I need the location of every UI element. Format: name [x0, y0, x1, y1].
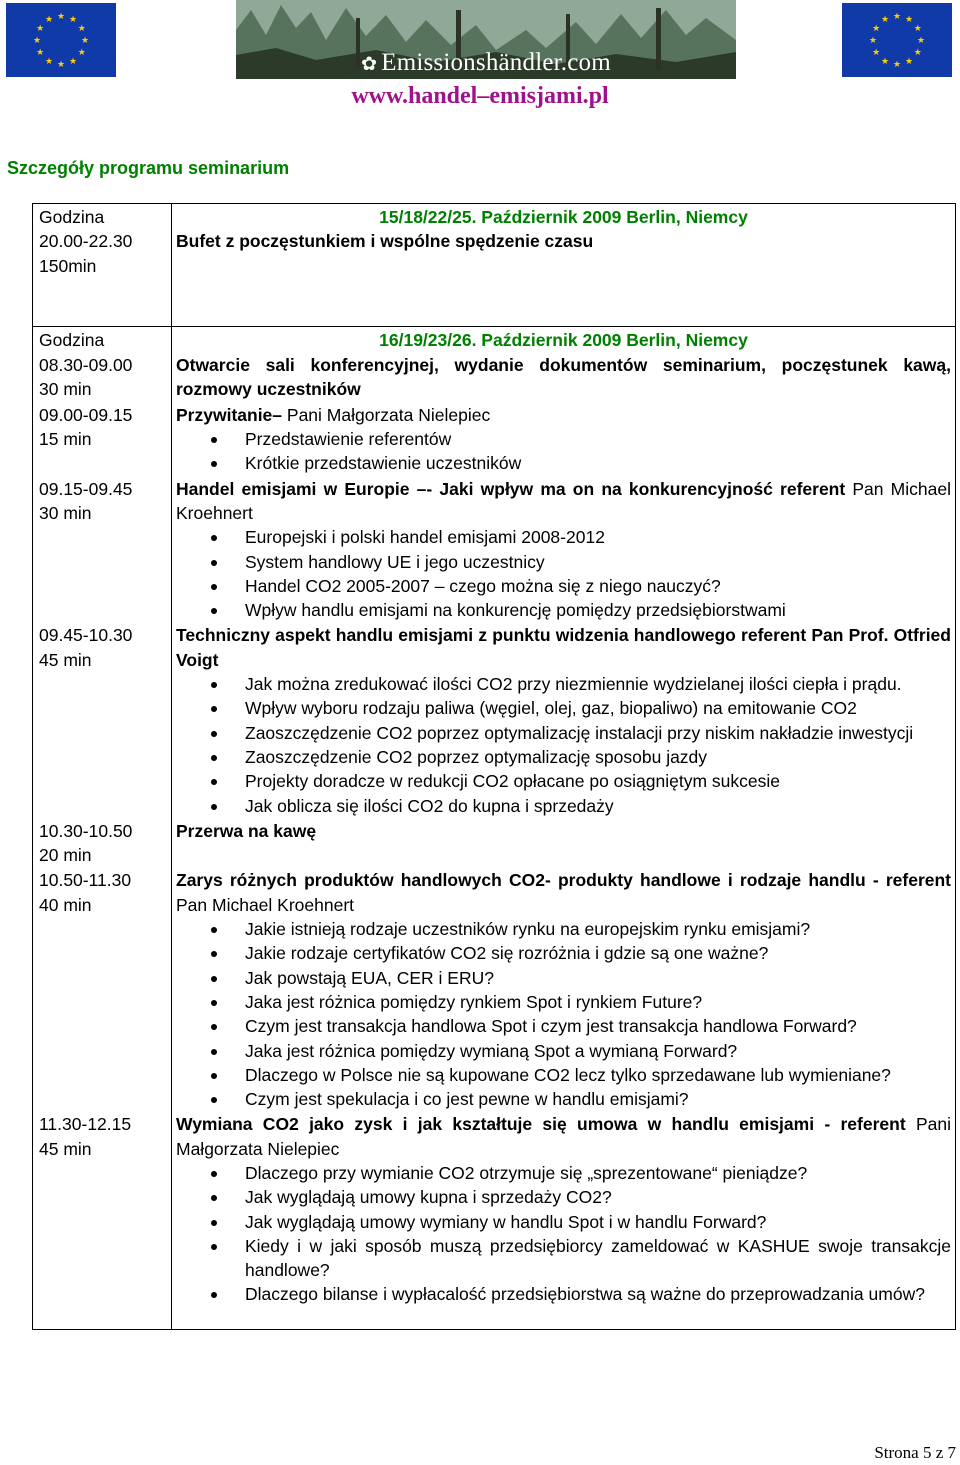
star-icon: ★ — [872, 47, 881, 57]
banner-title — [236, 49, 736, 77]
session-time: 20.00-22.30 — [39, 231, 133, 252]
session-title-text: Zarys różnych produktów handlowych CO2- produkty handlowe i rodzaje handlu - referent — [176, 870, 951, 891]
session-content-cell — [172, 622, 956, 817]
session-title — [176, 353, 951, 402]
session-title — [176, 1112, 951, 1161]
topic-item: Jaka jest różnica pomiędzy wymianą Spot a wymianą Forward? — [176, 1039, 951, 1063]
star-icon: ★ — [44, 55, 54, 66]
date-header-cell — [172, 326, 956, 352]
session-time: 09.00-09.15 — [39, 404, 133, 425]
session-time-cell — [33, 476, 172, 623]
eu-flag-icon — [842, 3, 952, 77]
star-icon: ★ — [68, 14, 78, 25]
star-icon: ★ — [36, 47, 45, 57]
session-duration: 45 min — [39, 1138, 92, 1159]
session-content-cell — [172, 352, 956, 402]
session-time: 10.50-11.30 — [39, 870, 132, 891]
session-time: 11.30-12.15 — [39, 1114, 132, 1135]
day1-time-cell — [33, 204, 172, 327]
session-speaker: Pani Małgorzata Nielepiec — [286, 404, 491, 425]
session-time: 09.15-09.45 — [39, 478, 133, 499]
star-icon: ★ — [56, 59, 66, 69]
page-number: Strona 5 z 7 — [874, 1443, 956, 1462]
banner-title-text: Emissionshändler.com — [381, 49, 611, 76]
session-time: 10.30-10.50 — [39, 820, 133, 841]
topic-item: Handel CO2 2005-2007 – czego można się z niego nauczyć? — [176, 574, 951, 598]
star-icon: ★ — [77, 47, 86, 57]
star-icon: ★ — [916, 35, 926, 45]
star-icon: ★ — [36, 23, 45, 33]
session-title — [176, 819, 951, 843]
topic-item: Dlaczego przy wymianie CO2 otrzymuje się „sprezentowane“ pieniądze? — [176, 1161, 951, 1185]
session-title-text: Wymiana CO2 jako zysk i jak kształtuje się umowa w handlu emisjami - referent — [176, 1114, 906, 1135]
session-time-cell — [33, 818, 172, 868]
topic-item: Dlaczego w Polsce nie są kupowane CO2 lecz tylko sprzedawane lub wymieniane? — [176, 1063, 951, 1087]
topic-item: Projekty doradcze w redukcji CO2 opłacane po osiągniętym sukcesie — [176, 769, 951, 793]
session-row — [33, 622, 956, 817]
session-duration: 45 min — [39, 649, 92, 670]
leaf-icon: ✿ — [361, 54, 378, 75]
session-row — [33, 867, 956, 1111]
date-header: 15/18/22/25. Październik 2009 Berlin, Niemcy — [379, 207, 748, 227]
session-row — [33, 476, 956, 623]
session-content-cell — [172, 1111, 956, 1329]
topic-item: Jakie rodzaje certyfikatów CO2 się rozróżnia i gdzie są one ważne? — [176, 941, 951, 965]
site-url[interactable]: www.handel–emisjami.pl — [351, 83, 609, 109]
session-row — [33, 402, 956, 476]
session-title-speaker: Prof. Otfried Voigt — [176, 625, 951, 670]
session-time-cell — [33, 1111, 172, 1329]
session-title — [176, 868, 951, 917]
session-content-cell — [172, 402, 956, 476]
star-icon: ★ — [32, 35, 42, 45]
topic-item: Jakie istnieją rodzaje uczestników rynku na europejskim rynku emisjami? — [176, 917, 951, 941]
session-title — [176, 403, 951, 427]
topic-item: Czym jest transakcja handlowa Spot i czym jest transakcja handlowa Forward? — [176, 1014, 951, 1038]
session-title-text: Otwarcie sali konferencyjnej, wydanie dokumentów seminarium, poczęstunek kawą, rozmowy uczestników — [176, 355, 951, 400]
date-header: 16/19/23/26. Październik 2009 Berlin, Niemcy — [379, 329, 748, 350]
session-duration: 15 min — [39, 429, 92, 450]
session-time-cell — [33, 352, 172, 402]
session-time: 08.30-09.00 — [39, 355, 133, 376]
session-title-text: Przerwa na kawę — [176, 820, 317, 841]
topic-item: Jak wyglądają umowy wymiany w handlu Spot i w handlu Forward? — [176, 1210, 951, 1234]
session-title-text: Przywitanie– — [176, 404, 287, 425]
star-icon: ★ — [56, 11, 66, 21]
star-icon: ★ — [913, 23, 922, 33]
topic-item: Jak można zredukować ilości CO2 przy niezmiennie wydzielanej ilości ciepła i prądu. — [176, 672, 951, 696]
topic-item: Krótkie przedstawienie uczestników — [176, 451, 951, 475]
session-title — [176, 477, 951, 526]
star-icon: ★ — [880, 14, 890, 25]
emissionshaendler-banner — [236, 0, 736, 79]
session-duration: 30 min — [39, 502, 92, 523]
star-icon: ★ — [868, 35, 878, 45]
topic-item: Wpływ wyboru rodzaju paliwa (węgiel, olej, gaz, biopaliwo) na emitowanie CO2 — [176, 696, 951, 720]
session-duration: 30 min — [39, 379, 92, 400]
session-duration: 150min — [39, 255, 97, 276]
session-speaker: Pan Michael Kroehnert — [176, 894, 355, 915]
topic-item: Zaoszczędzenie CO2 poprzez optymalizację instalacji przy niskim nakładzie inwestycji — [176, 721, 951, 745]
session-title: Bufet z poczęstunkiem i wspólne spędzenie czasu — [176, 231, 594, 252]
star-icon: ★ — [892, 11, 902, 21]
session-content-cell — [172, 818, 956, 868]
star-icon: ★ — [68, 55, 78, 66]
eu-flag-right — [842, 3, 952, 77]
session-time-cell — [33, 867, 172, 1111]
topic-list — [176, 672, 951, 818]
topic-item: Kiedy i w jaki sposób muszą przedsiębiorcy zameldować w KASHUE swoje transakcje handlowe? — [176, 1234, 951, 1283]
topic-item: Dlaczego bilanse i wypłacalość przedsiębiorstwa są ważne do przeprowadzania umów? — [176, 1282, 951, 1306]
session-row — [33, 818, 956, 868]
topic-item: Europejski i polski handel emisjami 2008-2012 — [176, 525, 951, 549]
star-icon: ★ — [872, 23, 881, 33]
program-table — [32, 203, 956, 1330]
topic-item: Przedstawienie referentów — [176, 427, 951, 451]
section-title: Szczegóły programu seminarium — [7, 158, 290, 178]
star-icon: ★ — [913, 47, 922, 57]
day2-header-row — [33, 326, 956, 352]
star-icon: ★ — [904, 55, 914, 66]
topic-list — [176, 525, 951, 622]
session-speaker: Pani Małgorzata Nielepiec — [176, 1114, 951, 1159]
time-header: Godzina — [39, 329, 105, 350]
session-speaker: Pan Michael Kroehnert — [176, 478, 951, 523]
eu-flag-left — [6, 3, 116, 77]
topic-list — [176, 1161, 951, 1307]
time-header-cell — [33, 326, 172, 352]
session-title-text: Handel emisjami w Europie –- Jaki wpływ ma on na konkurencyjność referent — [176, 478, 846, 499]
topic-item: Zaoszczędzenie CO2 poprzez optymalizację sposobu jazdy — [176, 745, 951, 769]
session-content-cell — [172, 476, 956, 623]
session-row — [33, 1111, 956, 1329]
topic-item: Jaka jest różnica pomiędzy rynkiem Spot i rynkiem Future? — [176, 990, 951, 1014]
session-time-cell — [33, 622, 172, 817]
topic-item: Jak powstają EUA, CER i ERU? — [176, 966, 951, 990]
topic-item: Jak wyglądają umowy kupna i sprzedaży CO2? — [176, 1185, 951, 1209]
topic-list — [176, 917, 951, 1111]
day1-block — [33, 204, 956, 327]
star-icon: ★ — [80, 35, 90, 45]
star-icon: ★ — [44, 14, 54, 25]
session-duration: 40 min — [39, 894, 92, 915]
star-icon: ★ — [880, 55, 890, 66]
topic-item: Wpływ handlu emisjami na konkurencję pomiędzy przedsiębiorstwami — [176, 598, 951, 622]
session-time: 09.45-10.30 — [39, 625, 133, 646]
topic-item: Jak oblicza się ilości CO2 do kupna i sprzedaży — [176, 794, 951, 818]
session-title — [176, 623, 951, 672]
session-time-cell — [33, 402, 172, 476]
topic-list — [176, 427, 951, 476]
day1-content-cell — [172, 204, 956, 327]
topic-item: System handlowy UE i jego uczestnicy — [176, 550, 951, 574]
time-header: Godzina — [39, 207, 105, 227]
session-title-text: Techniczny aspekt handlu emisjami z punktu widzenia handlowego referent Pan — [176, 625, 844, 646]
session-content-cell — [172, 867, 956, 1111]
star-icon: ★ — [904, 14, 914, 25]
star-icon: ★ — [77, 23, 86, 33]
session-duration: 20 min — [39, 845, 92, 866]
eu-flag-icon — [6, 3, 116, 77]
star-icon: ★ — [892, 59, 902, 69]
session-row — [33, 352, 956, 402]
topic-item: Czym jest spekulacja i co jest pewne w handlu emisjami? — [176, 1087, 951, 1111]
